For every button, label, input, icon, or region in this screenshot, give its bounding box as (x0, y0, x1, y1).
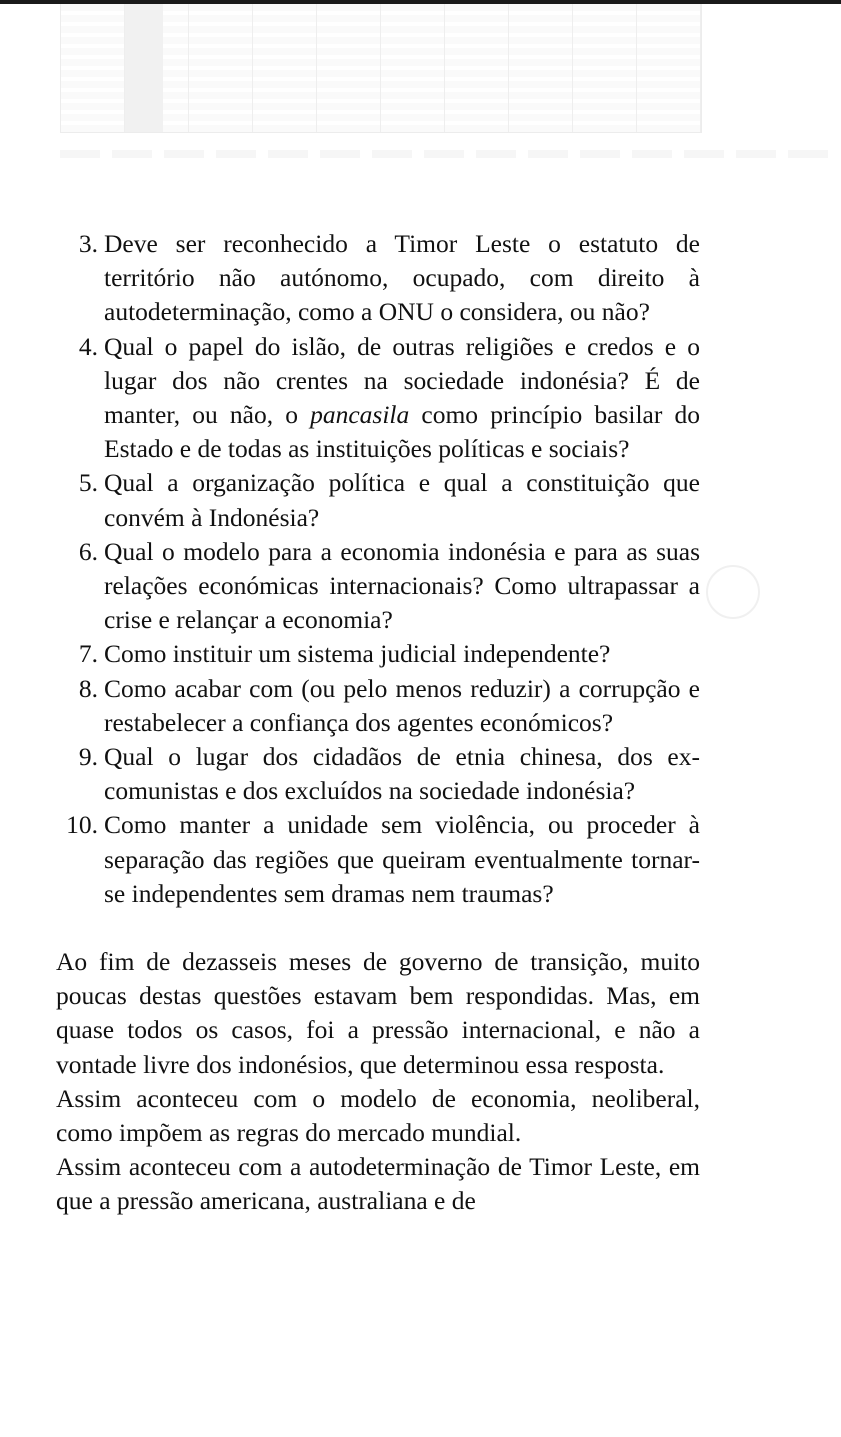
item-number: 9. (78, 742, 98, 772)
item-text: Qual o modelo para a economia indonésia e para as suas relações económicas internacionais? Como ultrapassar a crise e relançar a economia? (104, 536, 700, 635)
item-number: 4. (78, 331, 98, 361)
list-item (56, 740, 700, 808)
item-text: Deve ser reconhecido a Timor Leste o estatuto de território não autónomo, ocupado, com direito à autodeterminação, como a ONU o considera, ou não? (104, 229, 700, 327)
item-text-part: Qual o papel do islão, de outras religiões e credos e o lugar dos não crentes na sociedade indonésia? É de manter, ou não, o (104, 331, 700, 430)
bleed-through-header-line (60, 150, 840, 158)
body-paragraph: Assim aconteceu com o modelo de economia, neoliberal, como impõem as regras do mercado mundial. (56, 1083, 700, 1148)
body-paragraph: Assim aconteceu com a autodeterminação de Timor Leste, em que a pressão americana, australiana e de (56, 1152, 700, 1216)
list-item (56, 808, 700, 911)
page-body (56, 227, 700, 1219)
list-item (56, 637, 700, 671)
body-paragraph: Ao fim de dezasseis meses de governo de transição, muito poucas destas questões estavam bem respondidas. Mas, em quase todos os casos, foi a pressão internacional, e não a vontade livre dos indonésios, que determinou essa resposta. (56, 947, 700, 1079)
item-text: Como manter a unidade sem violência, ou proceder à separação das regiões que queiram eventualmente tornar-se independentes sem dramas nem traumas? (104, 810, 700, 908)
bleed-through-shaded-column (125, 4, 163, 132)
item-text: Como acabar com (ou pelo menos reduzir) a corrupção e restabelecer a confiança dos agentes económicos? (104, 673, 700, 737)
item-text: Como instituir um sistema judicial independente? (104, 639, 611, 669)
item-text-part: como princípio basilar do Estado e de todas as instituições políticas e sociais? (104, 400, 700, 464)
question-list (56, 227, 700, 911)
list-item (56, 330, 700, 467)
list-item (56, 535, 700, 638)
item-text: Qual a organização política e qual a constituição que convém à Indonésia? (104, 468, 700, 532)
list-item (56, 227, 700, 330)
item-number: 10. (66, 810, 98, 840)
list-item (56, 466, 700, 534)
item-number: 6. (78, 536, 98, 566)
italic-term: pancasila (310, 400, 410, 430)
bleed-through-page-number-circle (706, 565, 760, 619)
item-number: 3. (78, 229, 98, 258)
item-number: 5. (78, 468, 98, 498)
item-text (104, 332, 700, 464)
item-text: Qual o lugar dos cidadãos de etnia chinesa, dos ex-comunistas e dos excluídos na sociedade indonésia? (104, 742, 700, 806)
item-number: 7. (78, 639, 98, 669)
item-number: 8. (78, 673, 98, 703)
list-item (56, 672, 700, 740)
